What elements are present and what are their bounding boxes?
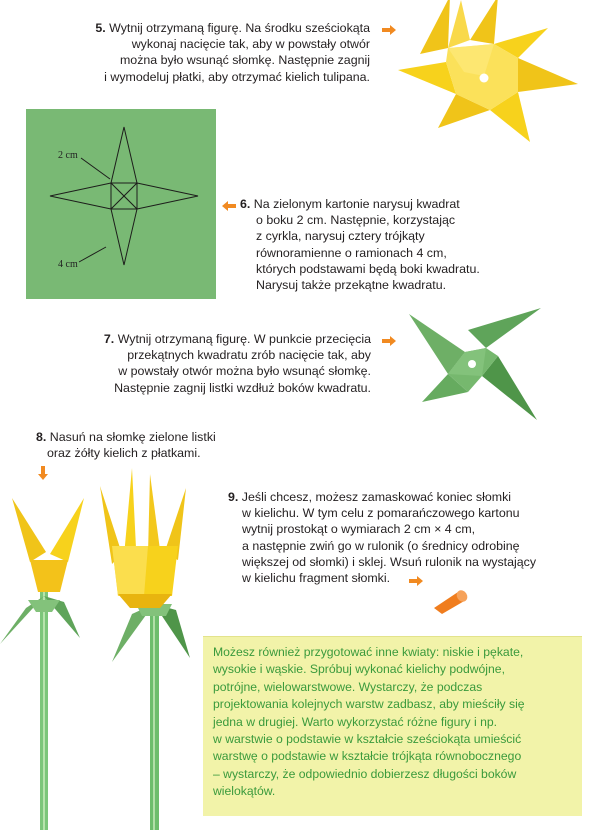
step-6-line-2: o boku 2 cm. Następnie, korzystając — [256, 213, 456, 228]
tip-line-5: jedna w drugiej. Warto wykorzystać różne figury i np. — [213, 714, 498, 729]
step-9-line-4: a następnie zwiń go w rulonik (o średnicy odrobinę — [242, 538, 520, 553]
step-5-text — [60, 20, 370, 85]
arrow-right-icon — [382, 25, 396, 35]
yellow-calyx-image — [398, 0, 591, 150]
step-7-line-4: Następnie zagnij listki wzdłuż boków kwadratu. — [114, 380, 371, 395]
step-8-text — [36, 429, 256, 461]
tip-line-9: wielokątów. — [213, 784, 276, 799]
step-7-line-3: w powstały otwór można było wsunąć słomkę. — [118, 364, 371, 379]
tulips-image — [0, 468, 212, 830]
step-9-line-3: wytnij prostokąt o wymiarach 2 cm × 4 cm, — [242, 522, 476, 537]
label-4cm: 4 cm — [58, 259, 78, 270]
construction-diagram — [26, 109, 216, 299]
arrow-left-icon — [222, 201, 236, 211]
step-6-line-6: Narysuj także przekątne kwadratu. — [256, 278, 447, 293]
step-9-line-1: 9. Jeśli chcesz, możesz zamaskować koniec słomki — [228, 490, 512, 504]
step-7-text — [60, 331, 371, 396]
tip-box — [203, 636, 582, 816]
step-6-line-5: których podstawami będą boki kwadratu. — [256, 261, 480, 276]
step-8-number: 8. — [36, 430, 47, 444]
arrow-right-icon — [382, 336, 396, 346]
tip-line-2: wysokie i wąskie. Spróbuj wykonać kielichy podwójne, — [213, 662, 505, 677]
green-leaves-image — [400, 300, 550, 425]
orange-roll-image — [428, 586, 472, 616]
step-5-line-3: można było wsunąć słomkę. Następnie zagnij — [119, 53, 370, 68]
arrow-right-icon — [409, 576, 423, 586]
step-8-line-1: 8. Nasuń na słomkę zielone listki — [36, 430, 216, 444]
step-6-line-3: z cyrkla, narysuj cztery trójkąty — [256, 229, 425, 244]
step-7-number: 7. — [103, 332, 115, 346]
step-9-line-2: w kielichu. W tym celu z pomarańczowego kartonu — [242, 506, 520, 521]
label-2cm: 2 cm — [58, 150, 78, 161]
step-9-number: 9. — [228, 490, 239, 504]
tip-line-6: w warstwie o podstawie w kształcie sześciokąta umieścić — [213, 732, 522, 747]
step-6-line-4: równoramienne o ramionach 4 cm, — [256, 245, 447, 260]
step-5-number: 5. — [95, 21, 106, 35]
step-6-line-1: 6. Na zielonym kartonie narysuj kwadrat — [240, 197, 460, 211]
tip-line-7: warstwę o podstawie w kształcie trójkąta równobocznego — [213, 749, 522, 764]
step-7-line-2: przekątnych kwadratu zrób nacięcie tak, aby — [127, 348, 371, 363]
tip-line-3: potrójne, wielowarstwowe. Wystarczy, że podczas — [213, 679, 483, 694]
step-9-text — [228, 489, 558, 586]
step-5-line-4: i wymodeluj płatki, aby otrzymać kielich tulipana. — [104, 69, 370, 84]
tip-line-1: Możesz również przygotować inne kwiaty: niskie i pękate, — [213, 645, 524, 659]
step-5-line-1: 5. Wytnij otrzymaną figurę. Na środku sześciokąta — [95, 21, 370, 35]
step-9-line-5: większej od słomki) i sklej. Wsuń rulonik na wystający — [242, 554, 537, 569]
step-6-number: 6. — [240, 197, 251, 211]
step-7-line-1: 7. Wytnij otrzymaną figurę. W punkcie przecięcia — [103, 332, 371, 346]
tip-line-8: – wystarczy, że odpowiednio dobierzesz długości boków — [213, 766, 517, 781]
step-5-line-2: wykonaj nacięcie tak, aby w powstały otwór — [131, 37, 370, 52]
tip-line-4: projektowania kolejnych warstw zadbasz, aby mieściły się — [213, 697, 525, 712]
step-9-line-6: w kielichu fragment słomki. — [242, 571, 391, 586]
step-8-line-2: oraz żółty kielich z płatkami. — [47, 446, 201, 461]
step-6-text — [240, 196, 540, 293]
